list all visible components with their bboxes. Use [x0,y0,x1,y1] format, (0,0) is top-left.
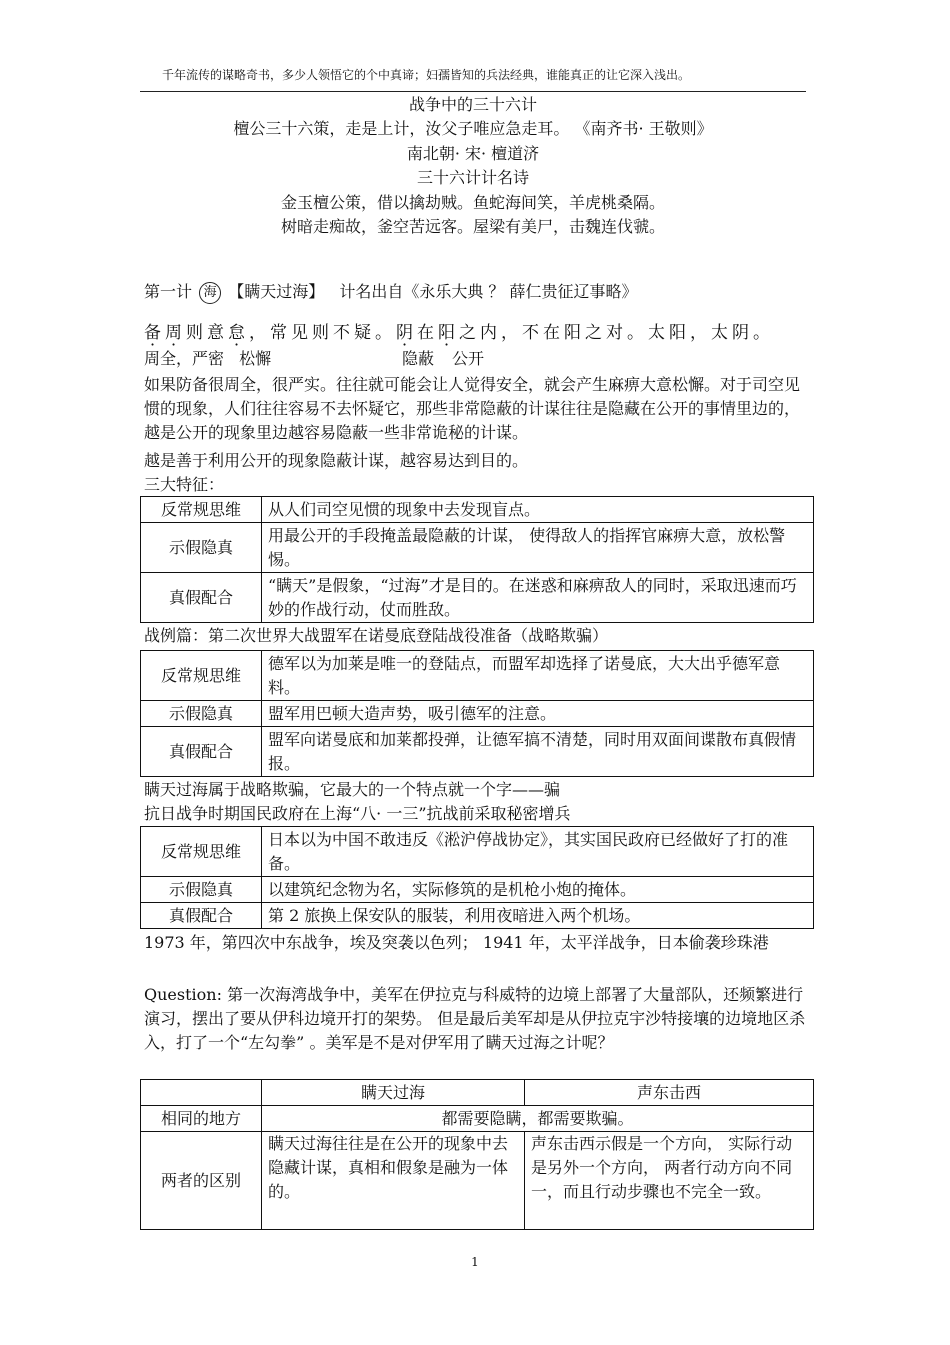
section-name: 【瞒天过海】 [228,282,325,301]
same-text: 都需要隐瞒，都需要欺骗。 [262,1106,814,1132]
original-char: 不 [522,323,543,343]
gloss-2: 松懈 [239,349,272,368]
original-char: 周 [165,323,186,343]
table-row [141,1132,814,1230]
row-text: 盟军向诺曼底和加莱都投弹，让德军搞不清楚，同时用双面间谍散布真假情报。 [262,727,814,777]
original-char: ， [249,323,270,343]
col-header-1: 瞒天过海 [262,1080,525,1106]
row-label: 真假配合 [141,573,262,623]
original-char: 阴 [732,323,753,343]
section-origin: 计名出自《永乐大典 ？ 薛仁贵征辽事略》 [339,282,638,301]
case2-heading: 抗日战争时期国民政府在上海“八· 一三”抗战前采取秘密增兵 [144,804,571,823]
row-text: 用最公开的手段掩盖最隐蔽的计谋， 使得敌人的指挥官麻痹大意，放松警惕。 [262,523,814,573]
original-char: ， [690,323,711,343]
section-prefix: 第一计 [144,282,193,301]
original-char: 。 [375,323,396,343]
empty-cell [141,1080,262,1106]
gloss-4: 公开 [452,349,485,368]
original-char: 疑 [354,323,375,343]
original-char: 阳 [438,323,459,343]
section-heading [144,280,808,304]
features-heading: 三大特征： [144,475,225,494]
row-label: 示假隐真 [141,701,262,727]
original-char: 。 [753,323,774,343]
table-row [141,523,814,573]
original-char: 意 [207,323,228,343]
row-label: 相同的地方 [141,1106,262,1132]
original-char: 对 [606,323,627,343]
diff-col-2: 声东击西示假是一个方向， 实际行动是另外一个方向， 两者行动方向不同一，而且行动步骤也不完全一致。 [525,1132,814,1230]
header-note: 千年流传的谋略奇书，多少人领悟它的个中真谛；妇孺皆知的兵法经典，谁能真正的让它深入浅出。 [162,68,691,82]
row-label: 示假隐真 [141,877,262,903]
original-char: 阴 [396,323,417,343]
table-row [141,497,814,523]
diff-col-1: 瞒天过海往往是在公开的现象中去隐藏计谋，真相和假象是融为一体的。 [262,1132,525,1230]
gloss-line [144,347,808,371]
table-row [141,1080,814,1106]
row-text: 以建筑纪念物为名，实际修筑的是机枪小炮的掩体。 [262,877,814,903]
row-label: 示假隐真 [141,523,262,573]
original-char: 太 [648,323,669,343]
table-row [141,1106,814,1132]
original-char: 见 [291,323,312,343]
case2-table [140,826,814,929]
original-char: ， [501,323,522,343]
original-char: 不 [333,323,354,343]
table-row [141,903,814,929]
row-text: 德军以为加莱是唯一的登陆点，而盟军却选择了诺曼底，大大出乎德军意料。 [262,651,814,701]
gloss-3: 隐蔽 [402,349,435,368]
gloss-1: 周全，严密 [144,349,225,368]
explain-line-2: 越是善于利用公开的现象隐蔽计谋，越容易达到目的。 [144,451,529,470]
quote-line: 檀公三十六策，走是上计，汝父子唯应急走耳。 《南齐书· 王敬则》 [233,119,713,138]
header-divider [140,91,806,92]
comparison-table [140,1079,814,1230]
quote-source: 南北朝· 宋· 檀道济 [406,144,540,163]
original-char: 则 [312,323,333,343]
question-paragraph: Question: 第一次海湾战争中，美军在伊拉克与科威特的边境上部署了大量部队，还频繁进行演习，摆出了要从伊科边境开打的架势。 但是最后美军却是从伊拉克宇沙特接壤的边境地区杀入，打了一个“左勾拳” 。美军是不是对伊军用了瞒天过海之计呢？ [144,985,806,1052]
original-char: 内 [480,323,501,343]
row-label: 真假配合 [141,727,262,777]
table-row [141,651,814,701]
poem-line-1: 金玉檀公策，借以擒劫贼。鱼蛇海间笑，羊虎桃桑隔。 [280,193,665,212]
explain-paragraph: 如果防备很周全，很严实。往往就可能会让人觉得安全，就会产生麻痹大意松懈。对于司空见惯的现象，人们往往容易不去怀疑它，那些非常隐蔽的计谋往往是隐藏在公开的事情里边的，越是公开的现象里边越容易隐蔽一些非常诡秘的计谋。 [144,375,801,442]
table-row [141,573,814,623]
row-label: 两者的区别 [141,1132,262,1230]
original-char: 之 [585,323,606,343]
poem-title: 三十六计计名诗 [416,168,529,187]
row-label: 真假配合 [141,903,262,929]
original-char: 在 [543,323,564,343]
row-label: 反常规思维 [141,827,262,877]
case1-table [140,650,814,777]
original-char: 太 [711,323,732,343]
original-text [144,318,808,343]
table-row [141,727,814,777]
table-row [141,701,814,727]
table-row [141,877,814,903]
seal-icon: 海 [199,282,221,304]
original-char: 之 [459,323,480,343]
original-char: 备 [144,323,165,343]
row-text: 日本以为中国不敢违反《淞沪停战协定》，其实国民政府已经做好了打的准备。 [262,827,814,877]
page-title: 战争中的三十六计 [408,95,537,114]
row-label: 反常规思维 [141,651,262,701]
original-char: 怠 [228,323,249,343]
row-label: 反常规思维 [141,497,262,523]
row-text: “瞒天”是假象，“过海”才是目的。在迷惑和麻痹敌人的同时，采取迅速而巧妙的作战行动，仗而胜敌。 [262,573,814,623]
original-char: 。 [627,323,648,343]
case1-heading: 战例篇：第二次世界大战盟军在诺曼底登陆战役准备（战略欺骗） [144,626,609,645]
row-text: 盟军用巴顿大造声势，吸引德军的注意。 [262,701,814,727]
row-text: 第 2 旅换上保安队的服装，利用夜暗进入两个机场。 [262,903,814,929]
poem-line-2: 树暗走痴故，釜空苦远客。屋梁有美尸，击魏连伐虢。 [280,217,665,236]
examples-line: 1973 年，第四次中东战争，埃及突袭以色列； 1941 年，太平洋战争，日本偷袭珍珠港 [144,933,769,952]
original-char: 在 [417,323,438,343]
col-header-2: 声东击西 [525,1080,814,1106]
summary-line: 瞒天过海属于战略欺骗，它最大的一个特点就一个字——骗 [144,780,561,799]
row-text: 从人们司空见惯的现象中去发现盲点。 [262,497,814,523]
table-row [141,827,814,877]
original-char: 则 [186,323,207,343]
page-number: 1 [471,1255,479,1269]
original-char: 阳 [564,323,585,343]
features-table [140,496,814,623]
original-char: 常 [270,323,291,343]
original-char: 阳 [669,323,690,343]
